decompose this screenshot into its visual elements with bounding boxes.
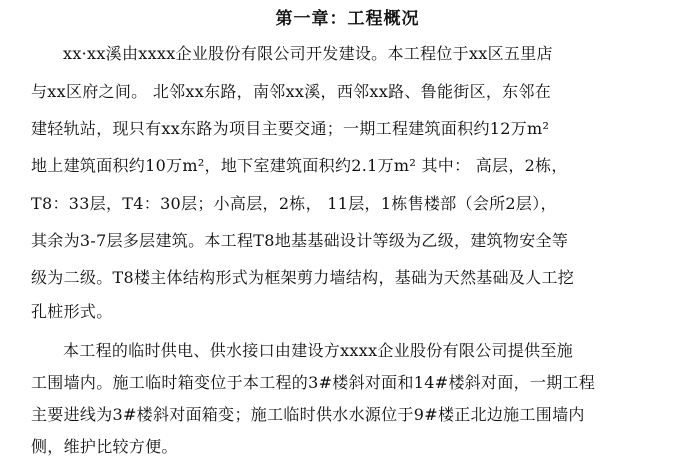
paragraph-1-line-5: T8：33层，T4：30层；小高层，2栋， 11层，1栋售楼部（会所2层）， <box>31 194 557 213</box>
paragraph-2-line-4: 侧，维护比较方便。 <box>31 437 178 456</box>
paragraph-1-line-1: xx·xx溪由xxxx企业股份有限公司开发建设。本工程位于xx区五里店 <box>63 44 553 63</box>
paragraph-1-line-2: 与xx区府之间。 北邻xx东路，南邻xx溪，西邻xx路、鲁能街区，东邻在 <box>31 82 552 101</box>
paragraph-1-line-4: 地上建筑面积约10万m²，地下室建筑面积约2.1万m² 其中： 高层，2栋， <box>31 156 568 175</box>
paragraph-2-line-1: 本工程的临时供电、供水接口由建设方xxxx企业股份有限公司提供至施 <box>63 341 573 360</box>
paragraph-1-line-3: 建轻轨站，现只有xx东路为项目主要交通；一期工程建筑面积约12万m² <box>31 119 550 138</box>
paragraph-2-line-3: 主要进线为3#楼斜对面箱变；施工临时供水水源位于9#楼正北边施工围墙内 <box>31 405 585 424</box>
paragraph-2-line-2: 工围墙内。施工临时箱变位于本工程的3#楼斜对面和14#楼斜对面，一期工程 <box>31 373 596 392</box>
paragraph-1-line-8: 孔桩形式。 <box>31 302 113 321</box>
paragraph-1-line-7: 级为二级。T8楼主体结构形式为框架剪力墙结构，基础为天然基础及人工挖 <box>31 268 575 287</box>
paragraph-1-line-6: 其余为3-7层多层建筑。本工程T8地基基础设计等级为乙级，建筑物安全等 <box>31 231 569 250</box>
chapter-title: 第一章：工程概况 <box>275 9 420 29</box>
